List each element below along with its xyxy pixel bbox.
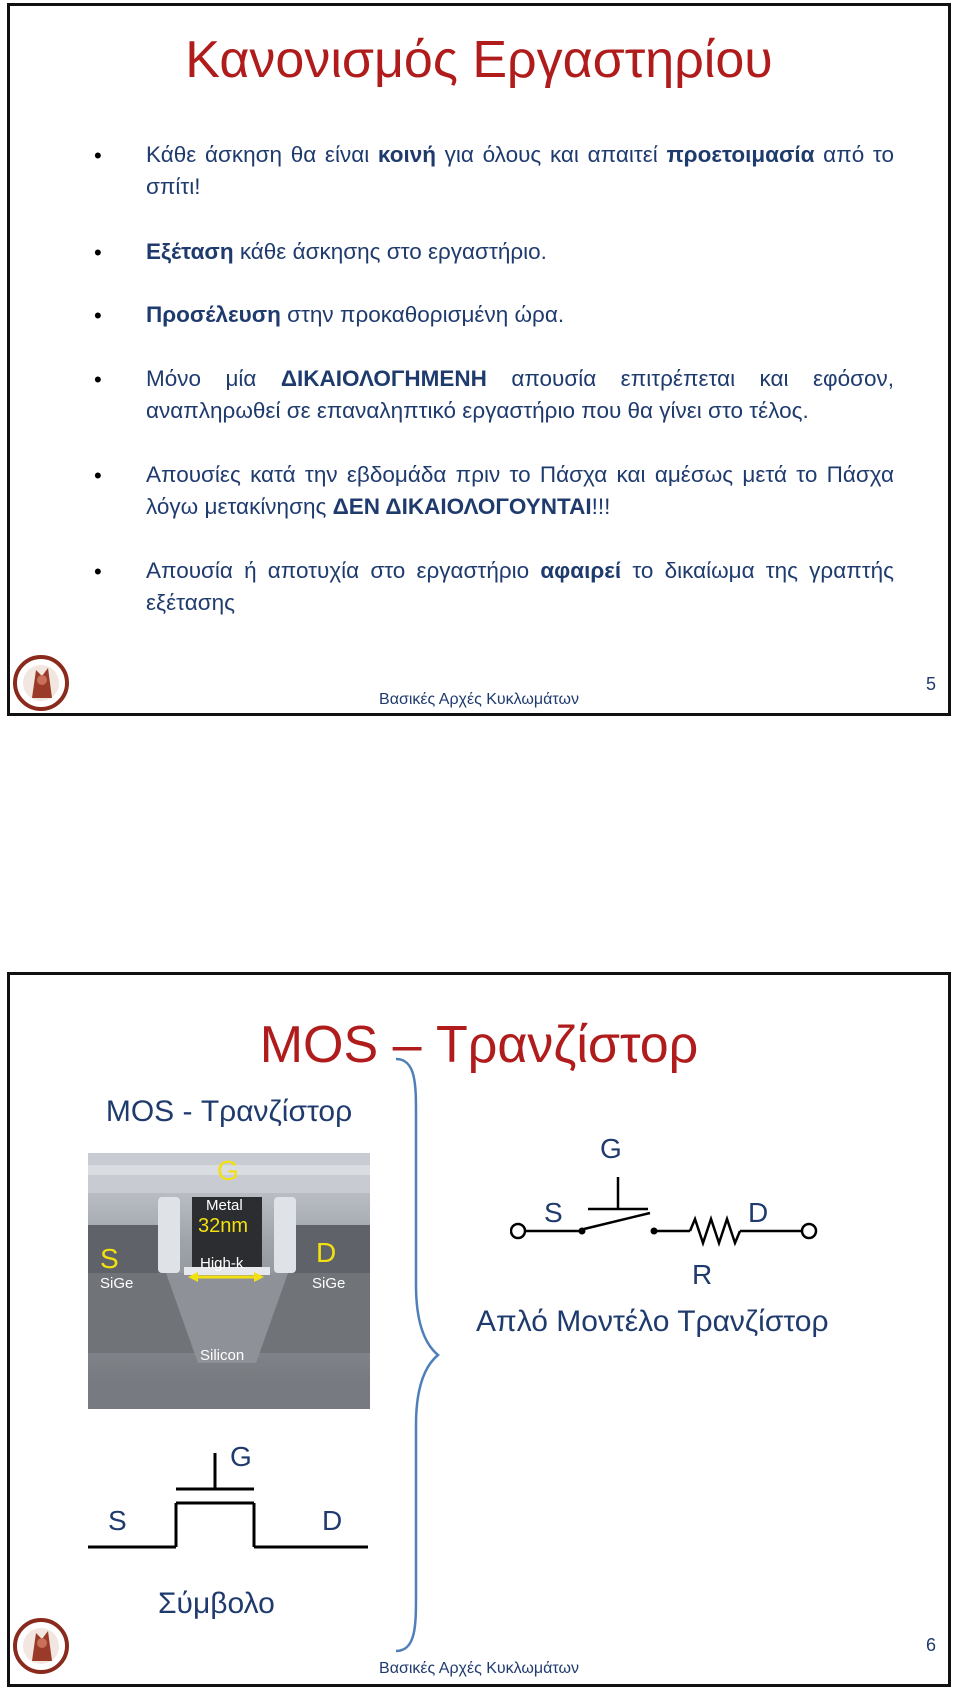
bullet-text-segment: Απουσία ή αποτυχία στο εργαστήριο — [146, 558, 541, 583]
model-drain-label: D — [748, 1197, 769, 1228]
bullet-text-segment: το δικαίωμα της γραπτής εξέτασης — [146, 558, 894, 615]
footer-text: Βασικές Αρχές Κυκλωμάτων — [379, 691, 579, 708]
bullet-text — [146, 236, 894, 268]
slide-title: Κανονισμός Εργαστηρίου — [185, 31, 773, 89]
bullet-bold-text: ΔΙΚΑΙΟΛΟΓΗΜΕΝΗ — [280, 366, 487, 391]
bullet-text-segment: από το σπίτι! — [146, 142, 894, 199]
model-resistor-label: R — [692, 1259, 713, 1290]
photo-label-gate: G — [217, 1155, 239, 1186]
bullet-dot-icon: • — [94, 559, 102, 584]
slide-title: MOS – Τρανζίστορ — [259, 1016, 699, 1074]
bullet-dot-icon: • — [94, 303, 102, 328]
photo-label-drain: D — [316, 1237, 337, 1268]
bullet-bold-text: προετοιμασία — [666, 142, 815, 167]
model-gate-label: G — [600, 1133, 622, 1164]
bullet-bold-text: Προσέλευση — [146, 302, 281, 327]
bullet-dot-icon: • — [94, 240, 102, 265]
bullet-text — [146, 363, 894, 427]
bullet-bold-text: ΔΕΝ ΔΙΚΑΙΟΛΟΓΟΥΝΤΑΙ — [332, 494, 592, 519]
bullet-text — [146, 459, 894, 523]
bullet-text-segment: για όλους και απαιτεί — [435, 142, 667, 167]
slide-5 — [7, 3, 951, 716]
bullet-text-segment: απουσία επιτρέπεται και εφόσον, αναπληρωθεί σε επαναληπτικό εργαστήριο που θα γίνει στο τέλος. — [146, 366, 894, 423]
bullet-bold-text: αφαιρεί — [540, 558, 622, 583]
bullet-text-segment: Κάθε άσκηση θα είναι — [146, 142, 378, 167]
bullet-text — [146, 139, 894, 203]
photo-label-source: S — [100, 1243, 119, 1274]
bullet-text — [146, 555, 894, 619]
curly-brace — [390, 1055, 444, 1655]
photo-title: MOS - Τρανζίστορ — [105, 1095, 353, 1128]
bullet-dot-icon: • — [94, 143, 102, 168]
symbol-source-label: S — [108, 1505, 127, 1536]
model-caption: Απλό Μοντέλο Τρανζίστορ — [476, 1305, 829, 1338]
bullet-bold-text: κοινή — [377, 142, 436, 167]
model-source-label: S — [544, 1197, 563, 1228]
photo-label-sige-left: SiGe — [100, 1275, 134, 1292]
photo-label-size: 32nm — [198, 1215, 249, 1237]
bullet-text-segment: κάθε άσκησης στο εργαστήριο. — [233, 239, 547, 264]
bullet-text — [146, 299, 894, 331]
photo-label-silicon: Silicon — [200, 1347, 245, 1364]
photo-label-highk: High-k — [200, 1255, 244, 1272]
bullet-text-segment: Απουσίες κατά την εβδομάδα πριν το Πάσχα και αμέσως μετά το Πάσχα λόγω μετακίνησης — [146, 462, 894, 519]
bullet-dot-icon: • — [94, 463, 102, 488]
photo-label-metal: Metal — [206, 1197, 243, 1214]
symbol-caption: Σύμβολο — [158, 1587, 275, 1620]
page-number: 6 — [925, 1635, 936, 1655]
bullet-bold-text: Εξέταση — [146, 239, 234, 264]
slide-6 — [7, 972, 951, 1687]
symbol-gate-label: G — [230, 1441, 252, 1472]
photo-label-sige-right: SiGe — [312, 1275, 346, 1292]
bullet-text-segment: στην προκαθορισμένη ώρα. — [280, 302, 565, 327]
bullet-text-segment: Μόνο μία — [146, 366, 281, 391]
symbol-drain-label: D — [322, 1505, 343, 1536]
footer-text: Βασικές Αρχές Κυκλωμάτων — [379, 1660, 579, 1677]
bullet-dot-icon: • — [94, 367, 102, 392]
bullet-text-segment: !!! — [591, 494, 611, 519]
page-number: 5 — [925, 674, 936, 694]
